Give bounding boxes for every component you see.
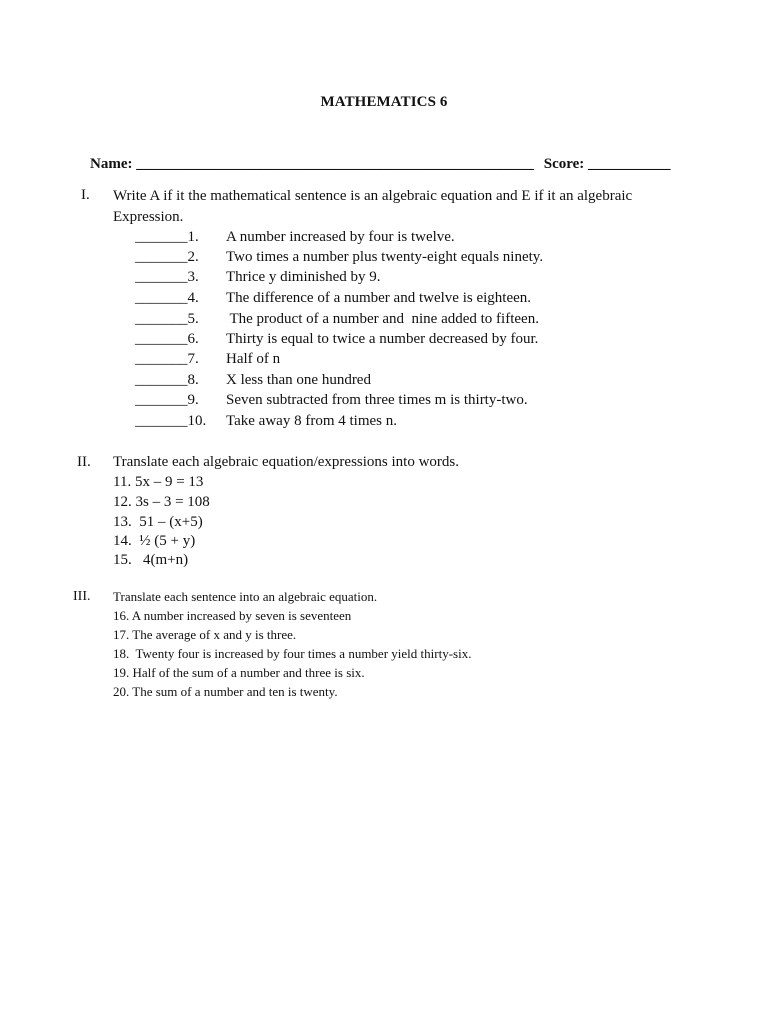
question-text: Take away 8 from 4 times n. bbox=[226, 413, 397, 429]
question-item: 18. Twenty four is increased by four times a number yield thirty-six. bbox=[113, 646, 472, 661]
answer-blank[interactable]: _______4. bbox=[135, 290, 199, 306]
section-1-instruction-line: Write A if it the mathematical sentence is an algebraic equation and E if it an algebraic bbox=[113, 188, 633, 204]
question-item bbox=[135, 351, 281, 371]
answer-blank[interactable]: _______2. bbox=[135, 249, 199, 265]
question-text: Seven subtracted from three times m is thirty-two. bbox=[226, 392, 528, 408]
section-2-instruction: Translate each algebraic equation/expressions into words. bbox=[113, 454, 460, 470]
question-item: 12. 3s – 3 = 108 bbox=[113, 494, 210, 510]
question-item bbox=[135, 249, 544, 269]
section-1-instruction-line: Expression. bbox=[113, 209, 184, 225]
question-item bbox=[135, 229, 455, 249]
question-item bbox=[135, 331, 539, 351]
question-item bbox=[135, 311, 539, 331]
answer-blank[interactable]: _______8. bbox=[135, 372, 199, 388]
question-item: 20. The sum of a number and ten is twenty. bbox=[113, 684, 338, 699]
section-1-instruction bbox=[113, 186, 653, 228]
answer-blank[interactable]: _______1. bbox=[135, 229, 199, 245]
question-text: Thirty is equal to twice a number decreased by four. bbox=[226, 331, 539, 347]
section-3-instruction: Translate each sentence into an algebraic equation. bbox=[113, 589, 378, 604]
answer-blank[interactable]: _______10. bbox=[135, 413, 207, 429]
answer-blank[interactable]: _______3. bbox=[135, 269, 199, 285]
question-text: Thrice y diminished by 9. bbox=[226, 269, 381, 285]
section-3-numeral: III. bbox=[73, 589, 91, 604]
question-text: The product of a number and nine added to fifteen. bbox=[226, 311, 539, 327]
question-item: 13. 51 – (x+5) bbox=[113, 514, 203, 530]
question-text: The difference of a number and twelve is eighteen. bbox=[226, 290, 532, 306]
question-item: 17. The average of x and y is three. bbox=[113, 627, 297, 642]
question-item: 16. A number increased by seven is seventeen bbox=[113, 608, 352, 623]
answer-blank[interactable]: _______6. bbox=[135, 331, 199, 347]
question-item: 19. Half of the sum of a number and three is six. bbox=[113, 665, 365, 680]
question-item bbox=[135, 290, 532, 310]
question-item bbox=[135, 392, 528, 412]
page-title: MATHEMATICS 6 bbox=[320, 94, 448, 110]
answer-blank[interactable]: _______9. bbox=[135, 392, 199, 408]
question-text: A number increased by four is twelve. bbox=[226, 229, 455, 245]
question-text: Half of n bbox=[226, 351, 281, 367]
section-2-numeral: II. bbox=[77, 454, 91, 470]
score-field[interactable]: Score: ___________ bbox=[543, 156, 671, 172]
name-field[interactable]: Name: _____________________________________________________ bbox=[90, 156, 534, 172]
question-text: X less than one hundred bbox=[226, 372, 371, 388]
question-item bbox=[135, 269, 381, 289]
section-1-numeral: I. bbox=[81, 187, 90, 203]
question-item: 15. 4(m+n) bbox=[113, 552, 189, 568]
question-item bbox=[135, 372, 371, 392]
name-score-row bbox=[90, 156, 671, 173]
answer-blank[interactable]: _______5. bbox=[135, 311, 199, 327]
question-text: Two times a number plus twenty-eight equals ninety. bbox=[226, 249, 544, 265]
question-item: 11. 5x – 9 = 13 bbox=[113, 474, 204, 490]
answer-blank[interactable]: _______7. bbox=[135, 351, 199, 367]
question-item bbox=[135, 413, 397, 433]
question-item: 14. ½ (5 + y) bbox=[113, 533, 196, 549]
